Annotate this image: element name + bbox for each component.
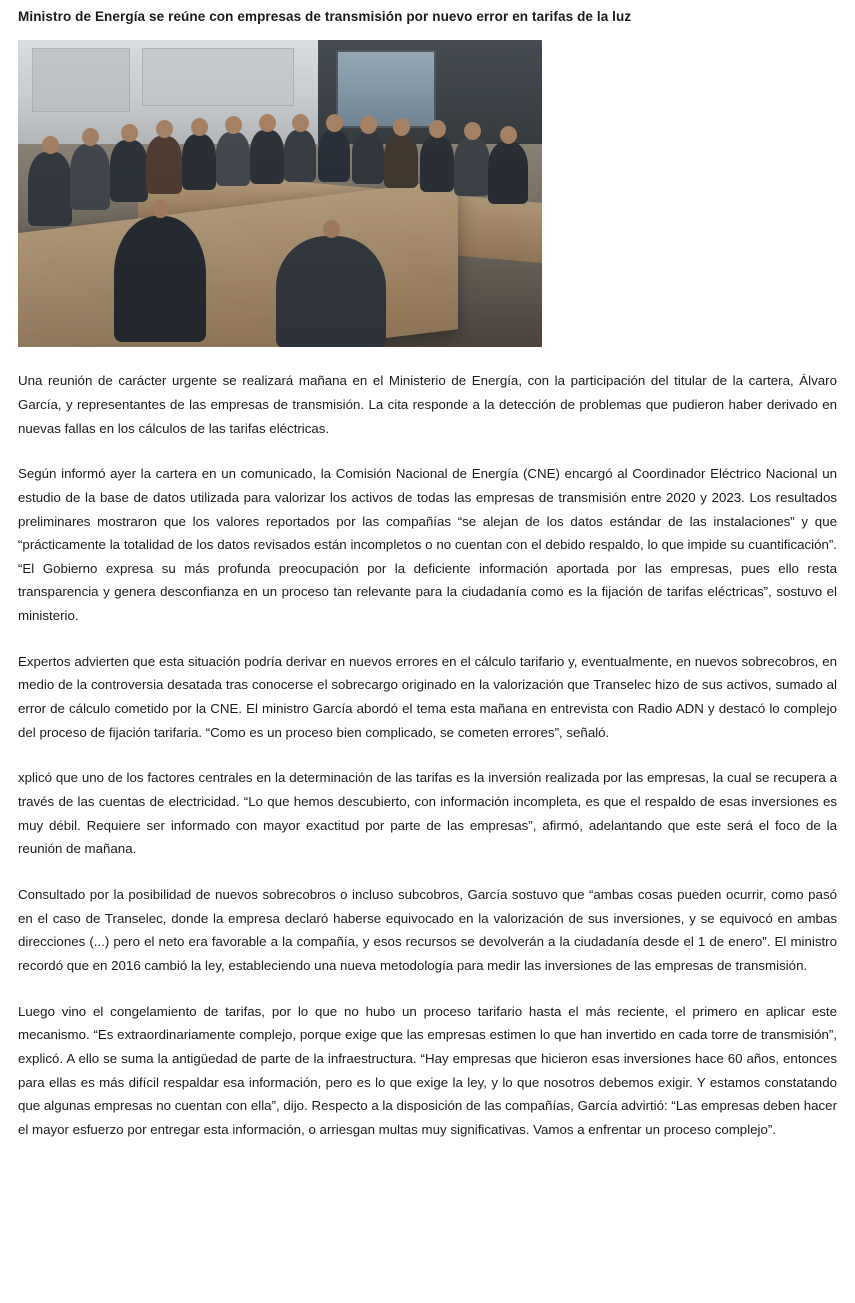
article-paragraph: Luego vino el congelamiento de tarifas, por lo que no hubo un proceso tarifario hasta el más reciente, el primero en aplicar este mecanismo. “Es extraordinariamente complejo, porque exige que las empresas estimen lo que han invertido en cada torre de transmisión”, explicó. A ello se suma la antigüedad de parte de la infraestructura. “Hay empresas que hicieron esas inversiones hace 60 años, entonces para ellas es más difícil respaldar esa información, pero es lo que exige la ley, y lo que nosotros debemos exigir. Y estamos constatando que algunas empresas no cuentan con ella”, dijo. Respecto a la disposición de las compañías, García advirtió: “Las empresas deben hacer el mayor esfuerzo por entregar esta información, o arriesgan multas muy significativas. Vamos a enfrentar un proceso complejo”.	[18, 1003, 837, 1137]
photo-vignette	[18, 40, 542, 347]
article-paragraph: Consultado por la posibilidad de nuevos sobrecobros o incluso subcobros, García sostuvo que “ambas cosas pueden ocurrir, como pasó en el caso de Transelec, donde la empresa declaró haberse equivocado en la valorización de sus inversiones, y se equivocó en ambas direcciones (...) pero el neto era favorable a la compañía, y esos recursos se devolverán a la ciudadanía desde el 1 de enero”. El ministro recordó que en 2016 cambió la ley, estableciendo una nueva metodología para medir las inversiones de las empresas de transmisión.	[18, 887, 837, 973]
article-paragraph: Una reunión de carácter urgente se realizará mañana en el Ministerio de Energía, con la participación del titular de la cartera, Álvaro García, y representantes de las empresas de transmisión. La cita responde a la detección de problemas que pudieron haber derivado en nuevas fallas en los cálculos de las tarifas eléctricas.	[18, 373, 837, 436]
article-paragraph: Expertos advierten que esta situación podría derivar en nuevos errores en el cálculo tarifario y, eventualmente, en nuevos sobrecobros, en medio de la controversia desatada tras conocerse el sobrecargo originado en la valorización que Transelec hizo de sus activos, sumado al error de cálculo cometido por la CNE. El ministro García abordó el tema esta mañana en entrevista con Radio ADN y destacó lo complejo del proceso de fijación tarifaria. “Como es un proceso bien complicado, se cometen errores”, señaló.	[18, 653, 837, 740]
page-title: Ministro de Energía se reúne con empresas de transmisión por nuevo error en tarifas de la luz	[18, 9, 632, 24]
article-paragraph: xplicó que uno de los factores centrales en la determinación de las tarifas es la inversión realizada por las empresas, la cual se recupera a través de las cuentas de electricidad. “Lo que hemos descubierto, con información incompleta, es que el respaldo de esas inversiones es muy débil. Requiere ser informado con mayor exactitud por parte de las empresas”, afirmó, adelantando que este será el foco de la reunión de mañana.	[18, 770, 837, 857]
article-paragraph: Según informó ayer la cartera en un comunicado, la Comisión Nacional de Energía (CNE) encargó al Coordinador Eléctrico Nacional un estudio de la base de datos utilizada para valorizar los activos de todas las empresas de transmisión entre 2020 y 2023. Los resultados preliminares mostraron que los valores reportados por las compañías “se alejan de los datos estándar de las instalaciones” y que “prácticamente la totalidad de los datos revisados están incompletos o no cuentan con el debido respaldo, lo que impide su cuantificación”. “El Gobierno expresa su más profunda preocupación por la deficiente información aportada por las empresas, pues ello resta transparencia y genera desconfianza en un proceso tan relevante para la ciudadanía como es la fijación de tarifas eléctricas”, sostuvo el ministerio.	[18, 466, 837, 624]
meeting-room-photo	[18, 40, 542, 347]
article-image	[18, 40, 542, 347]
